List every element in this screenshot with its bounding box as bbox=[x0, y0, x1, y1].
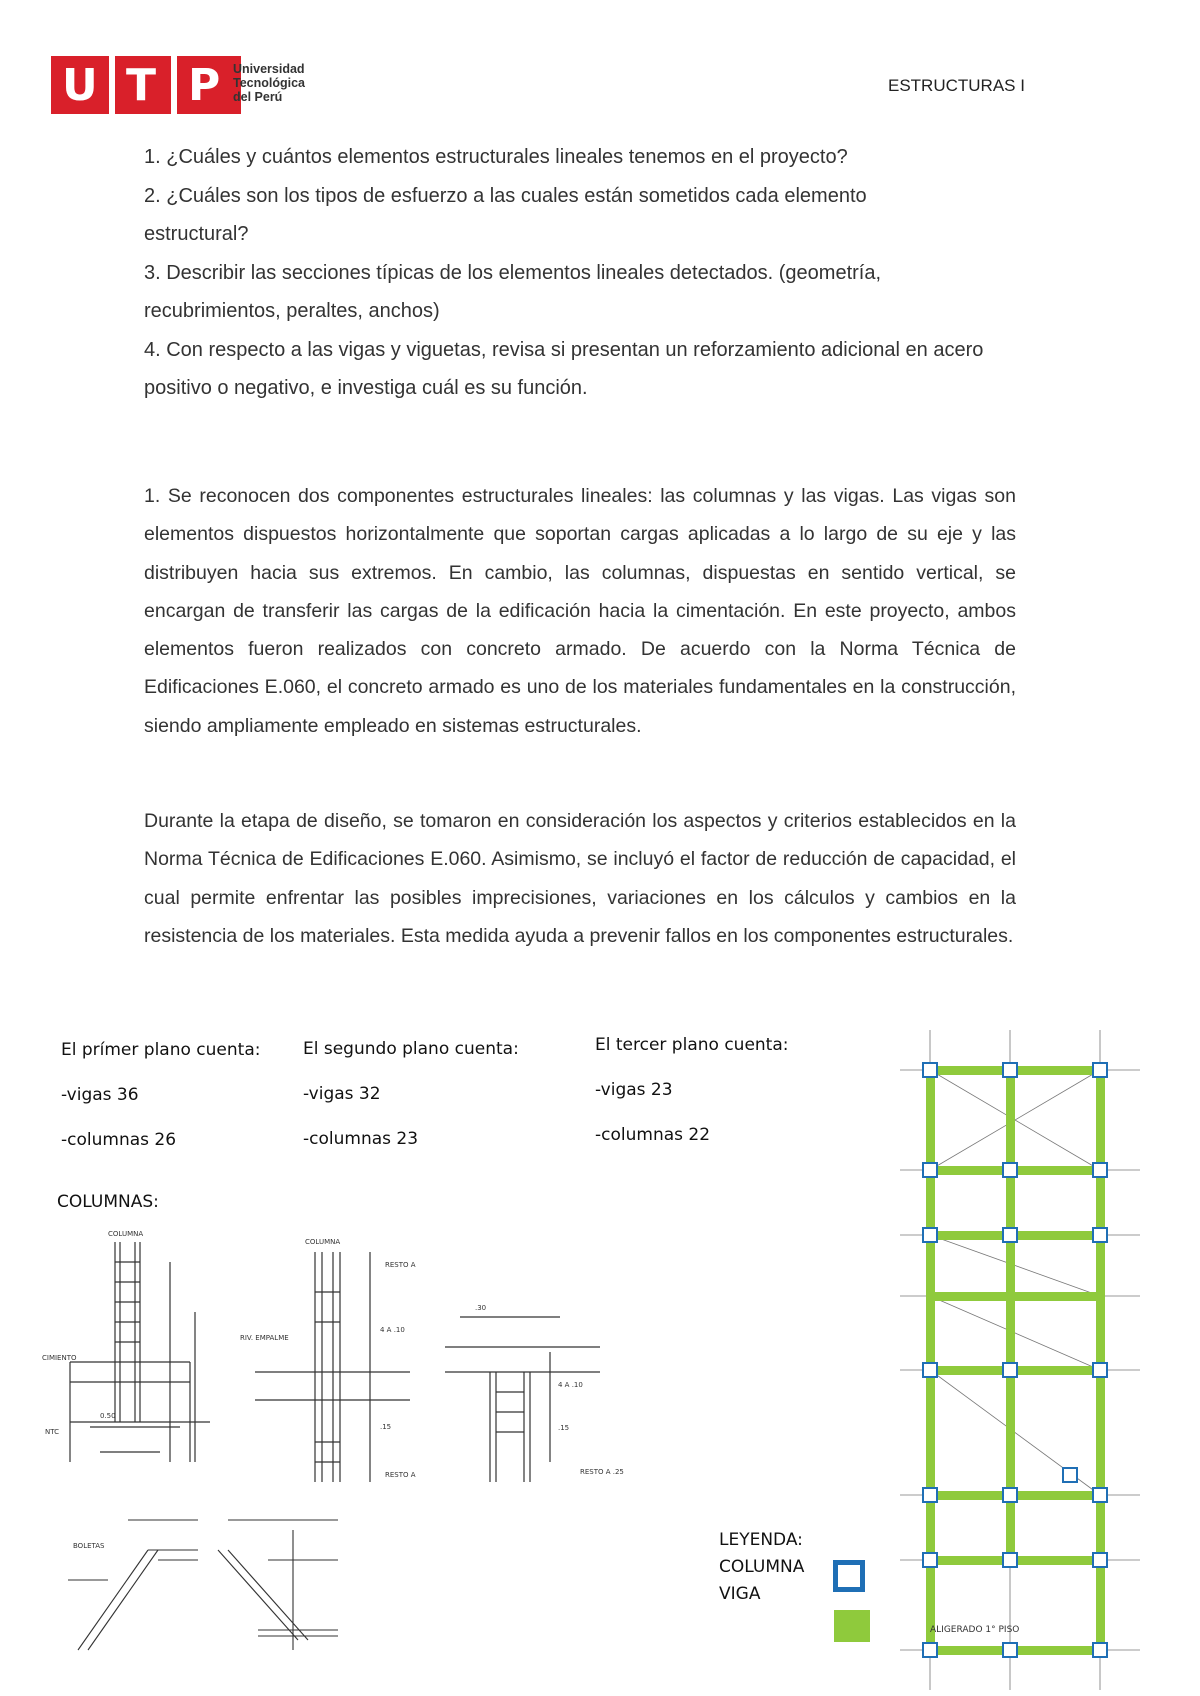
legend-title: LEYENDA: bbox=[719, 1530, 803, 1550]
logo-divider bbox=[171, 56, 177, 114]
column bbox=[923, 1163, 937, 1177]
column bbox=[1003, 1553, 1017, 1567]
d2-side-label: RIV. EMPALME bbox=[240, 1334, 289, 1342]
d1-top-label: COLUMNA bbox=[108, 1230, 144, 1238]
logo-divider bbox=[109, 56, 115, 114]
d3-resto-label: RESTO A .25 bbox=[580, 1468, 624, 1476]
logo-letter-p: P bbox=[188, 60, 221, 111]
d3-dim-label: .30 bbox=[475, 1304, 487, 1312]
column bbox=[1003, 1228, 1017, 1242]
column bbox=[923, 1063, 937, 1077]
answer-paragraph-2: Durante la etapa de diseño, se tomaron en consideración los aspectos y criterios establecidos en la Norma Técnica de Edificaciones E.060. Asimismo, se incluyó el factor de reducción de capacidad, el cual permite enfrentar las posibles imprecisiones, variaciones en los cálculos y cambios en la resistencia de los materiales. Esta medida ayuda a prevenir fallos en los componentes estructurales. bbox=[144, 810, 1016, 947]
column bbox=[1003, 1488, 1017, 1502]
column bbox=[1093, 1643, 1107, 1657]
column bbox=[923, 1553, 937, 1567]
column bbox=[923, 1228, 937, 1242]
plan-3-vigas: -vigas 23 bbox=[595, 1080, 673, 1100]
plan-2-columnas: -columnas 23 bbox=[303, 1129, 419, 1149]
d3-spacing-label: 4 A .10 bbox=[558, 1381, 583, 1389]
d2-spacing-label: 4 A .10 bbox=[380, 1326, 405, 1334]
legend-column-swatch bbox=[833, 1560, 865, 1592]
column bbox=[1093, 1363, 1107, 1377]
utp-logo bbox=[51, 56, 311, 114]
column bbox=[1003, 1363, 1017, 1377]
logo-letter-t: T bbox=[126, 60, 157, 111]
legend-beam-label: VIGA bbox=[719, 1584, 761, 1604]
legend-column-label: COLUMNA bbox=[719, 1557, 805, 1577]
course-title: ESTRUCTURAS I bbox=[888, 76, 1025, 95]
question-1: 1. ¿Cuáles y cuántos elementos estructurales lineales tenemos en el proyecto? bbox=[144, 146, 848, 168]
logo-letter-u: U bbox=[62, 60, 98, 111]
legend bbox=[719, 1527, 804, 1608]
column bbox=[1063, 1468, 1077, 1482]
column bbox=[1093, 1553, 1107, 1567]
columns-heading: COLUMNAS: bbox=[57, 1192, 159, 1212]
floor-plan-drawing bbox=[890, 1030, 1152, 1690]
plan-1-title: El prímer plano cuenta: bbox=[61, 1040, 261, 1060]
column-section-drawings bbox=[40, 1222, 650, 1502]
column bbox=[1003, 1063, 1017, 1077]
column bbox=[1003, 1163, 1017, 1177]
d1-left-label: CIMIENTO bbox=[42, 1354, 77, 1362]
d2-resto-bottom-label: RESTO A bbox=[385, 1471, 416, 1479]
d2-top-label: COLUMNA bbox=[305, 1238, 341, 1246]
legend-beam-swatch bbox=[834, 1610, 870, 1642]
logo-subtitle: Universidad Tecnológica del Perú bbox=[233, 62, 306, 104]
column bbox=[1093, 1063, 1107, 1077]
plan-2-vigas: -vigas 32 bbox=[303, 1084, 381, 1104]
column bbox=[1093, 1163, 1107, 1177]
plan-3-columnas: -columnas 22 bbox=[595, 1125, 711, 1145]
column bbox=[923, 1643, 937, 1657]
d3-dim2-label: .15 bbox=[558, 1424, 570, 1432]
plan-2-title: El segundo plano cuenta: bbox=[303, 1039, 519, 1059]
stair-detail-drawings bbox=[68, 1510, 358, 1660]
plan-3-title: El tercer plano cuenta: bbox=[595, 1035, 789, 1055]
d1-ntc-label: NTC bbox=[45, 1428, 59, 1436]
plan-2-summary bbox=[303, 1039, 519, 1174]
plan-caption: ALIGERADO 1° PISO bbox=[930, 1625, 1020, 1635]
plan-1-vigas: -vigas 36 bbox=[61, 1085, 139, 1105]
answer-paragraph-1: 1. Se reconocen dos componentes estructurales lineales: las columnas y las vigas. Las vigas son elementos dispuestos horizontalmente que soportan cargas aplicadas a lo largo de su eje y las distribuyen hacia sus extremos. En cambio, las columnas, dispuestas en sentido vertical, se encargan de transferir las cargas de la edificación hacia la cimentación. En este proyecto, ambos elementos fueron realizados con concreto armado. De acuerdo con la Norma Técnica de Edificaciones E.060, el concreto armado es uno de los materiales fundamentales en la construcción, siendo ampliamente empleado en sistemas estructurales. bbox=[144, 485, 1016, 737]
question-4: 4. Con respecto a las vigas y viguetas, revisa si presentan un reforzamiento adicional en acero positivo o negativo, e investiga cuál es su función. bbox=[144, 339, 984, 399]
d2-dim-label: .15 bbox=[380, 1423, 392, 1431]
question-2: 2. ¿Cuáles son los tipos de esfuerzo a las cuales están sometidos cada elemento estructural? bbox=[144, 185, 867, 245]
column bbox=[923, 1488, 937, 1502]
stair-label: BOLETAS bbox=[73, 1542, 105, 1550]
d1-dim-label: 0.50 bbox=[100, 1412, 116, 1420]
column bbox=[923, 1363, 937, 1377]
column bbox=[1093, 1488, 1107, 1502]
column bbox=[1093, 1228, 1107, 1242]
question-3: 3. Describir las secciones típicas de los elementos lineales detectados. (geometría, recubrimientos, peraltes, anchos) bbox=[144, 262, 882, 322]
column bbox=[1003, 1643, 1017, 1657]
d2-resto-top-label: RESTO A bbox=[385, 1261, 416, 1269]
plan-1-columnas: -columnas 26 bbox=[61, 1130, 177, 1150]
plan-3-summary bbox=[595, 1035, 788, 1170]
plan-1-summary bbox=[61, 1040, 260, 1175]
